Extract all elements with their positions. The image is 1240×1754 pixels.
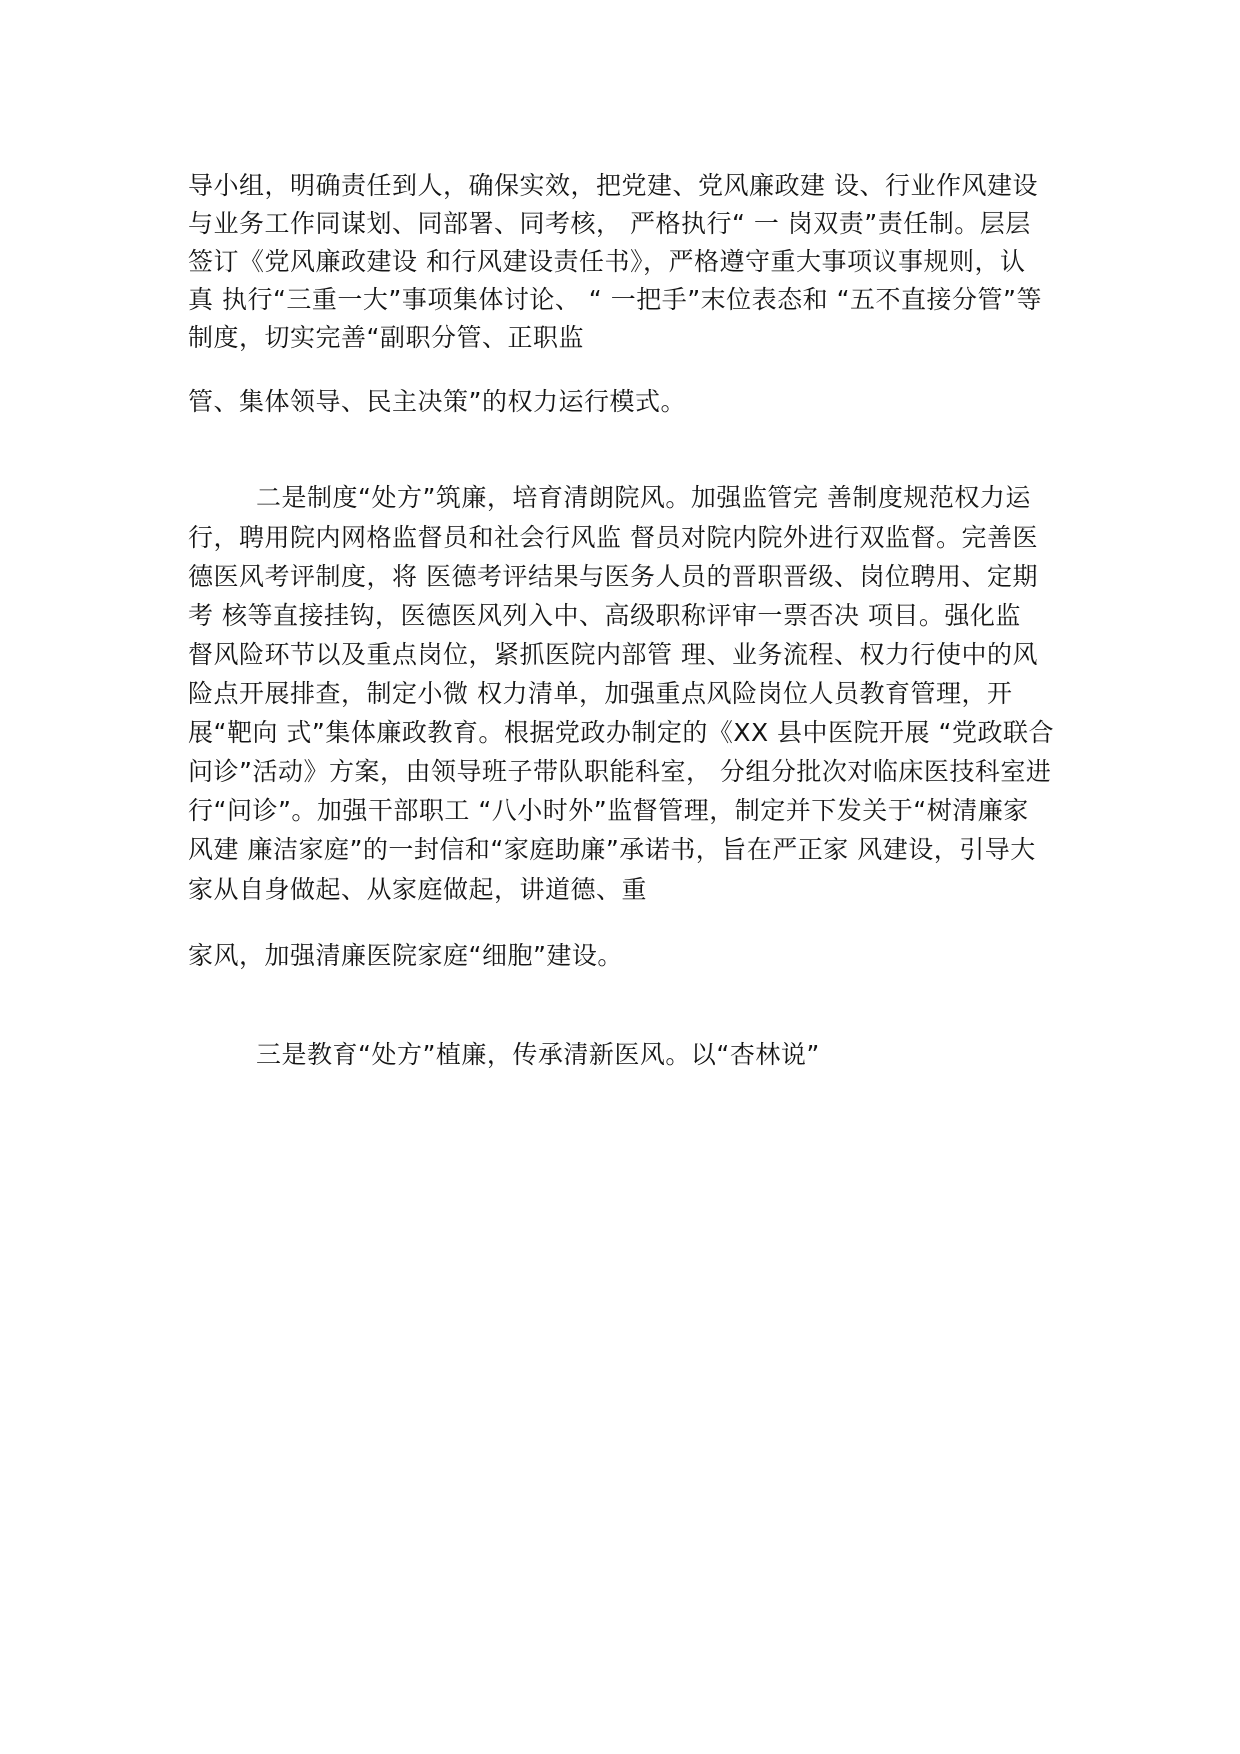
text-line: 三是教育“处方”植廉，传承清新医风。以“杏林说”	[256, 1040, 820, 1069]
text-line: 行，聘用院内网格监督员和社会行风监 督员对院内院外进行双监督。完善医	[188, 523, 1038, 552]
text-line: 行“问诊”。加强干部职工 “八小时外”监督管理，制定并下发关于“树清廉家	[188, 796, 1029, 825]
text-line: 德医风考评制度，将 医德考评结果与医务人员的晋职晋级、岗位聘用、定期	[188, 562, 1038, 591]
text-line: 家风，加强清廉医院家庭“细胞”建设。	[188, 941, 623, 970]
text-line: 管、集体领导、民主决策”的权力运行模式。	[188, 387, 686, 416]
text-line: 真 执行“三重一大”事项集体讨论、 “ 一把手”末位表态和 “五不直接分管”等	[188, 285, 1042, 314]
text-line: 督风险环节以及重点岗位，紧抓医院内部管 理、业务流程、权力行使中的风	[188, 640, 1038, 669]
text-line: 与业务工作同谋划、同部署、同考核， 严格执行“ 一 岗双责”责任制。层层	[188, 209, 1031, 238]
text-line: 二是制度“处方”筑廉，培育清朗院风。加强监管完 善制度规范权力运	[256, 483, 1031, 512]
text-line: 问诊”活动》方案，由领导班子带队职能科室， 分组分批次对临床医技科室进	[188, 757, 1052, 786]
text-line: 签订《党风廉政建设 和行风建设责任书》，严格遵守重大事项议事规则，认	[188, 247, 1026, 276]
text-line: 家从自身做起、从家庭做起，讲道德、重	[188, 875, 648, 904]
text-line: 制度，切实完善“副职分管、正职监	[188, 323, 584, 352]
text-line: 险点开展排查，制定小微 权力清单，加强重点风险岗位人员教育管理，开	[188, 679, 1013, 708]
text-line: 考 核等直接挂钩，医德医风列入中、高级职称评审一票否决 项目。强化监	[188, 601, 1021, 630]
text-line: 导小组，明确责任到人，确保实效，把党建、党风廉政建 设、行业作风建设	[188, 171, 1038, 200]
text-line: 风建 廉洁家庭”的一封信和“家庭助廉”承诺书，旨在严正家 风建设，引导大	[188, 835, 1036, 864]
text-line: 展“靶向 式”集体廉政教育。根据党政办制定的《XX 县中医院开展 “党政联合	[188, 718, 1054, 747]
